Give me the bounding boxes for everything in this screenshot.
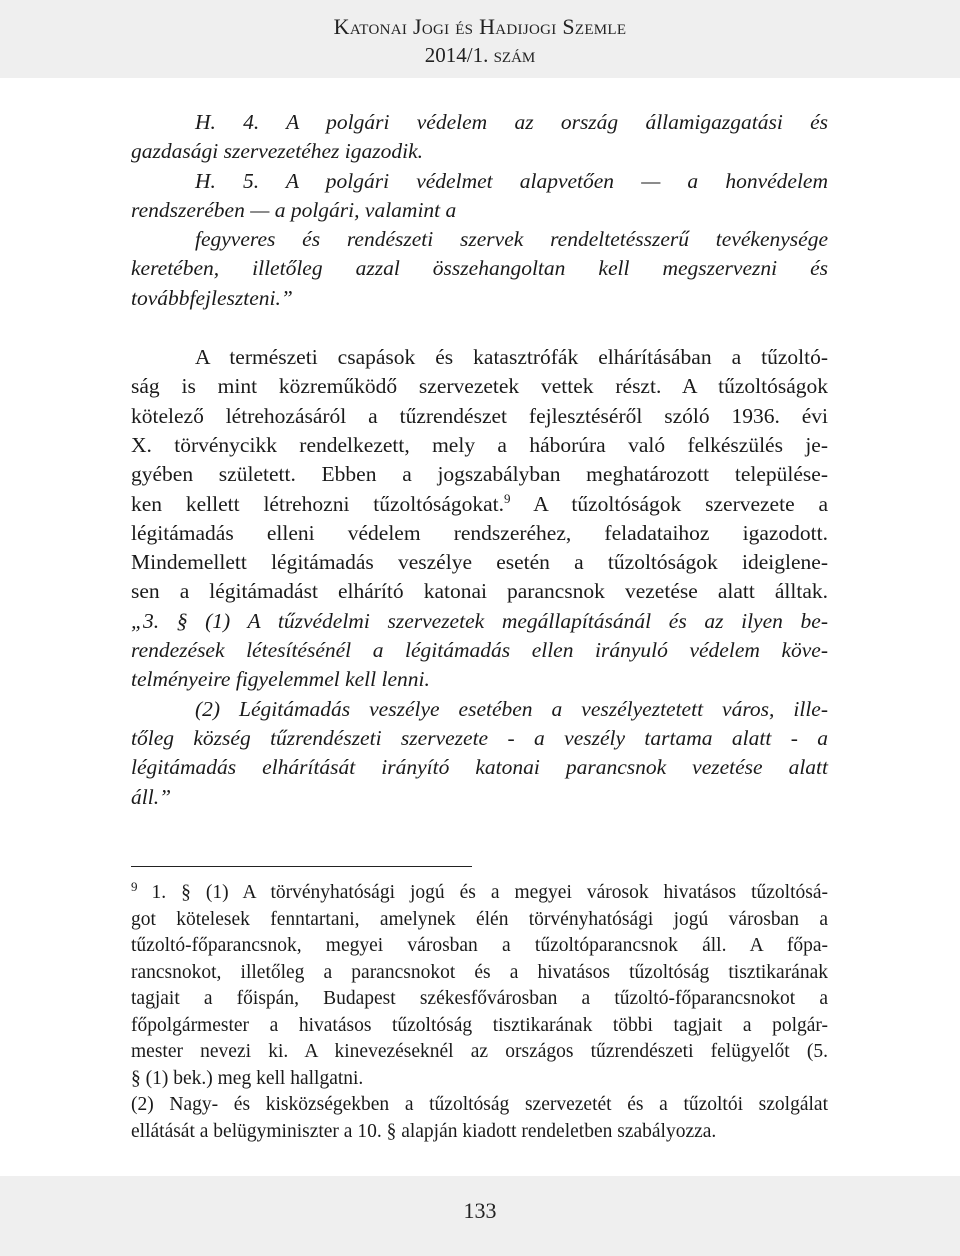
footnote-line: got kötelesek fenntartani, amelynek élén törvényhatósági jogú városban a	[131, 908, 828, 930]
footnote-line: főpolgármester a hivatásos tűzoltóság tisztikarának többi tagjait a polgár-	[131, 1014, 828, 1036]
footnote-line: tagjait a főispán, Budapest székesfővárosban a tűzoltó-főparancsnokot a	[131, 988, 828, 1009]
legal-quote-line: áll.”	[131, 784, 172, 809]
body-line: Mindemellett légitámadás veszélye esetén a tűzoltóságok ideiglene-	[131, 550, 828, 575]
footnote-number: 9	[131, 878, 138, 894]
legal-quote-line: telményeire figyelemmel kell lenni.	[131, 667, 430, 692]
quote-line: továbbfejleszteni.”	[131, 285, 293, 310]
body-line: sen a légitámadást elhárító katonai parancsnok vezetése alatt álltak.	[131, 579, 828, 604]
main-text	[131, 108, 828, 812]
quote-line: fegyveres és rendészeti szervek rendeltetésszerű tevékenysége	[195, 227, 828, 252]
body-line: A tűzoltóságok szervezete a	[510, 491, 829, 516]
body-line-with-footnote	[131, 490, 828, 519]
running-header	[0, 0, 960, 78]
italic-quote	[131, 108, 828, 313]
footnote-text: 1. § (1) A törvényhatósági jogú és a megyei városok hivatásos tűzoltósá-	[151, 882, 828, 903]
quote-line: H. 5. A polgári védelmet alapvetően — a honvédelem	[195, 168, 828, 193]
legal-quote-line: (2) Légitámadás veszélye esetében a veszélyeztetett város, ille-	[195, 696, 828, 721]
quote-line: rendszerében — a polgári, valamint a	[131, 197, 457, 222]
footnote-reference[interactable]: 9	[504, 490, 511, 506]
legal-quote-line: légitámadás elhárítását irányító katonai parancsnok vezetése alatt	[131, 755, 828, 780]
page-number: 133	[463, 1198, 497, 1223]
footnote-line: (2) Nagy- és kisközségekben a tűzoltóság szervezetét és a tűzoltói szolgálat	[131, 1094, 828, 1115]
legal-quote-line: „3. § (1) A tűzvédelmi szervezetek megállapításánál és az ilyen be-	[131, 608, 828, 633]
quote-line: H. 4. A polgári védelem az ország államigazgatási és	[195, 110, 828, 134]
footnote-block	[131, 880, 828, 1145]
issue-number: 2014/1. szám	[424, 43, 536, 67]
legal-quote-line: rendezések létesítésénél a légitámadás ellen irányuló védelem köve-	[131, 638, 828, 663]
footnote-line: rancsnokot, illetőleg a parancsnokot és a hivatásos tűzoltóság tisztikarának	[131, 961, 828, 983]
body-line: gyében született. Ebben a jogszabályban meghatározott települése-	[131, 462, 828, 487]
footnote-line	[131, 880, 828, 907]
body-line: ság is mint közreműködő szervezetek vettek részt. A tűzoltóságok	[131, 374, 828, 399]
journal-title: Katonai Jogi és Hadijogi Szemle	[333, 14, 627, 39]
legal-quote	[131, 607, 828, 812]
footnote-line: tűzoltó-főparancsnok, megyei városban a tűzoltóparancsnok áll. A főpa-	[131, 935, 828, 956]
footnote-line: § (1) bek.) meg kell hallgatni.	[131, 1067, 364, 1089]
page-footer	[0, 1176, 960, 1256]
body-line: légitámadás elleni védelem rendszeréhez, feladataihoz igazodott.	[131, 520, 828, 545]
issue-label	[0, 43, 960, 68]
footnote-line: ellátását a belügyminiszter a 10. § alapján kiadott rendeletben szabályozza.	[131, 1120, 717, 1142]
footnote-separator	[131, 866, 472, 867]
body-line: kötelező létrehozásáról a tűzrendészet fejlesztéséről szóló 1936. évi	[131, 403, 828, 428]
body-line: ken kellett létrehozni tűzoltóságokat.	[131, 491, 505, 516]
quote-line: gazdasági szervezetéhez igazodik.	[131, 139, 424, 164]
footnote-line: mester nevezi ki. A kinevezéseknél az országos tűzrendészeti felügyelőt (5.	[131, 1041, 828, 1062]
legal-quote-line: tőleg község tűzrendészeti szervezete - a veszély tartama alatt - a	[131, 725, 828, 750]
quote-line: keretében, illetőleg azzal összehangoltan kell megszervezni és	[131, 256, 828, 281]
body-line: A természeti csapások és katasztrófák elhárításában a tűzoltó-	[195, 345, 828, 370]
body-paragraph	[131, 343, 828, 607]
body-line: X. törvénycikk rendelkezett, mely a háborúra való felkészülés je-	[131, 432, 828, 457]
